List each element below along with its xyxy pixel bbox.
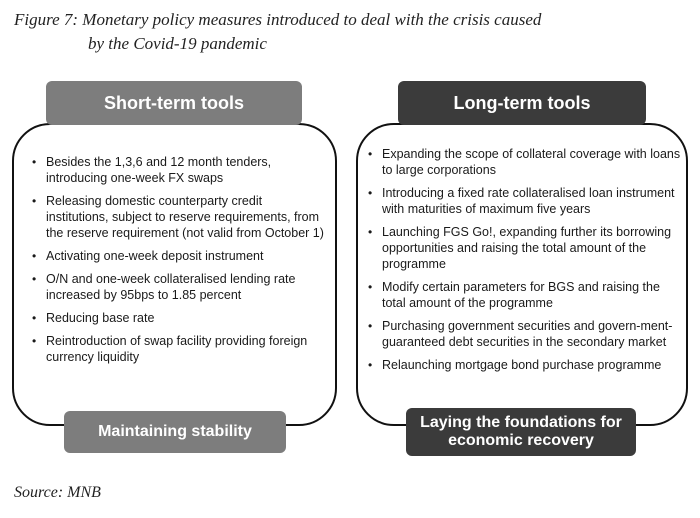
long-term-item: • Introducing a fixed rate collateralised loan instrument with maturities of maximum five years <box>366 185 682 217</box>
long-term-list <box>366 146 682 380</box>
figure-caption-line2: by the Covid-19 pandemic <box>88 34 267 53</box>
short-term-item: • Reintroduction of swap facility providing foreign currency liquidity <box>30 333 328 365</box>
long-term-header: Long-term tools <box>398 81 646 125</box>
long-term-item: • Relaunching mortgage bond purchase programme <box>366 357 682 373</box>
long-term-item: • Expanding the scope of collateral coverage with loans to large corporations <box>366 146 682 178</box>
long-term-item: • Launching FGS Go!, expanding further its borrowing opportunities and raising the total amount of the programme <box>366 224 682 272</box>
short-term-item: • Releasing domestic counterparty credit institutions, subject to reserve requirements, from the reserve requirement (not valid from October 1) <box>30 193 328 241</box>
short-term-header: Short-term tools <box>46 81 302 125</box>
short-term-item: • Reducing base rate <box>30 310 328 326</box>
source-note: Source: MNB <box>14 484 101 501</box>
short-term-item: • O/N and one-week collateralised lending rate increased by 95bps to 1.85 percent <box>30 271 328 303</box>
long-term-footer: Laying the foundations for economic recovery <box>406 408 636 456</box>
short-term-list <box>30 154 328 372</box>
long-term-item: • Modify certain parameters for BGS and raising the total amount of the programme <box>366 279 682 311</box>
long-term-item: • Purchasing government securities and govern-ment-guaranteed debt securities in the secondary market <box>366 318 682 350</box>
short-term-item: • Activating one-week deposit instrument <box>30 248 328 264</box>
short-term-footer: Maintaining stability <box>64 411 286 453</box>
short-term-item: • Besides the 1,3,6 and 12 month tenders, introducing one-week FX swaps <box>30 154 328 186</box>
figure-caption-line1: Figure 7: Monetary policy measures introduced to deal with the crisis caused <box>14 10 542 29</box>
